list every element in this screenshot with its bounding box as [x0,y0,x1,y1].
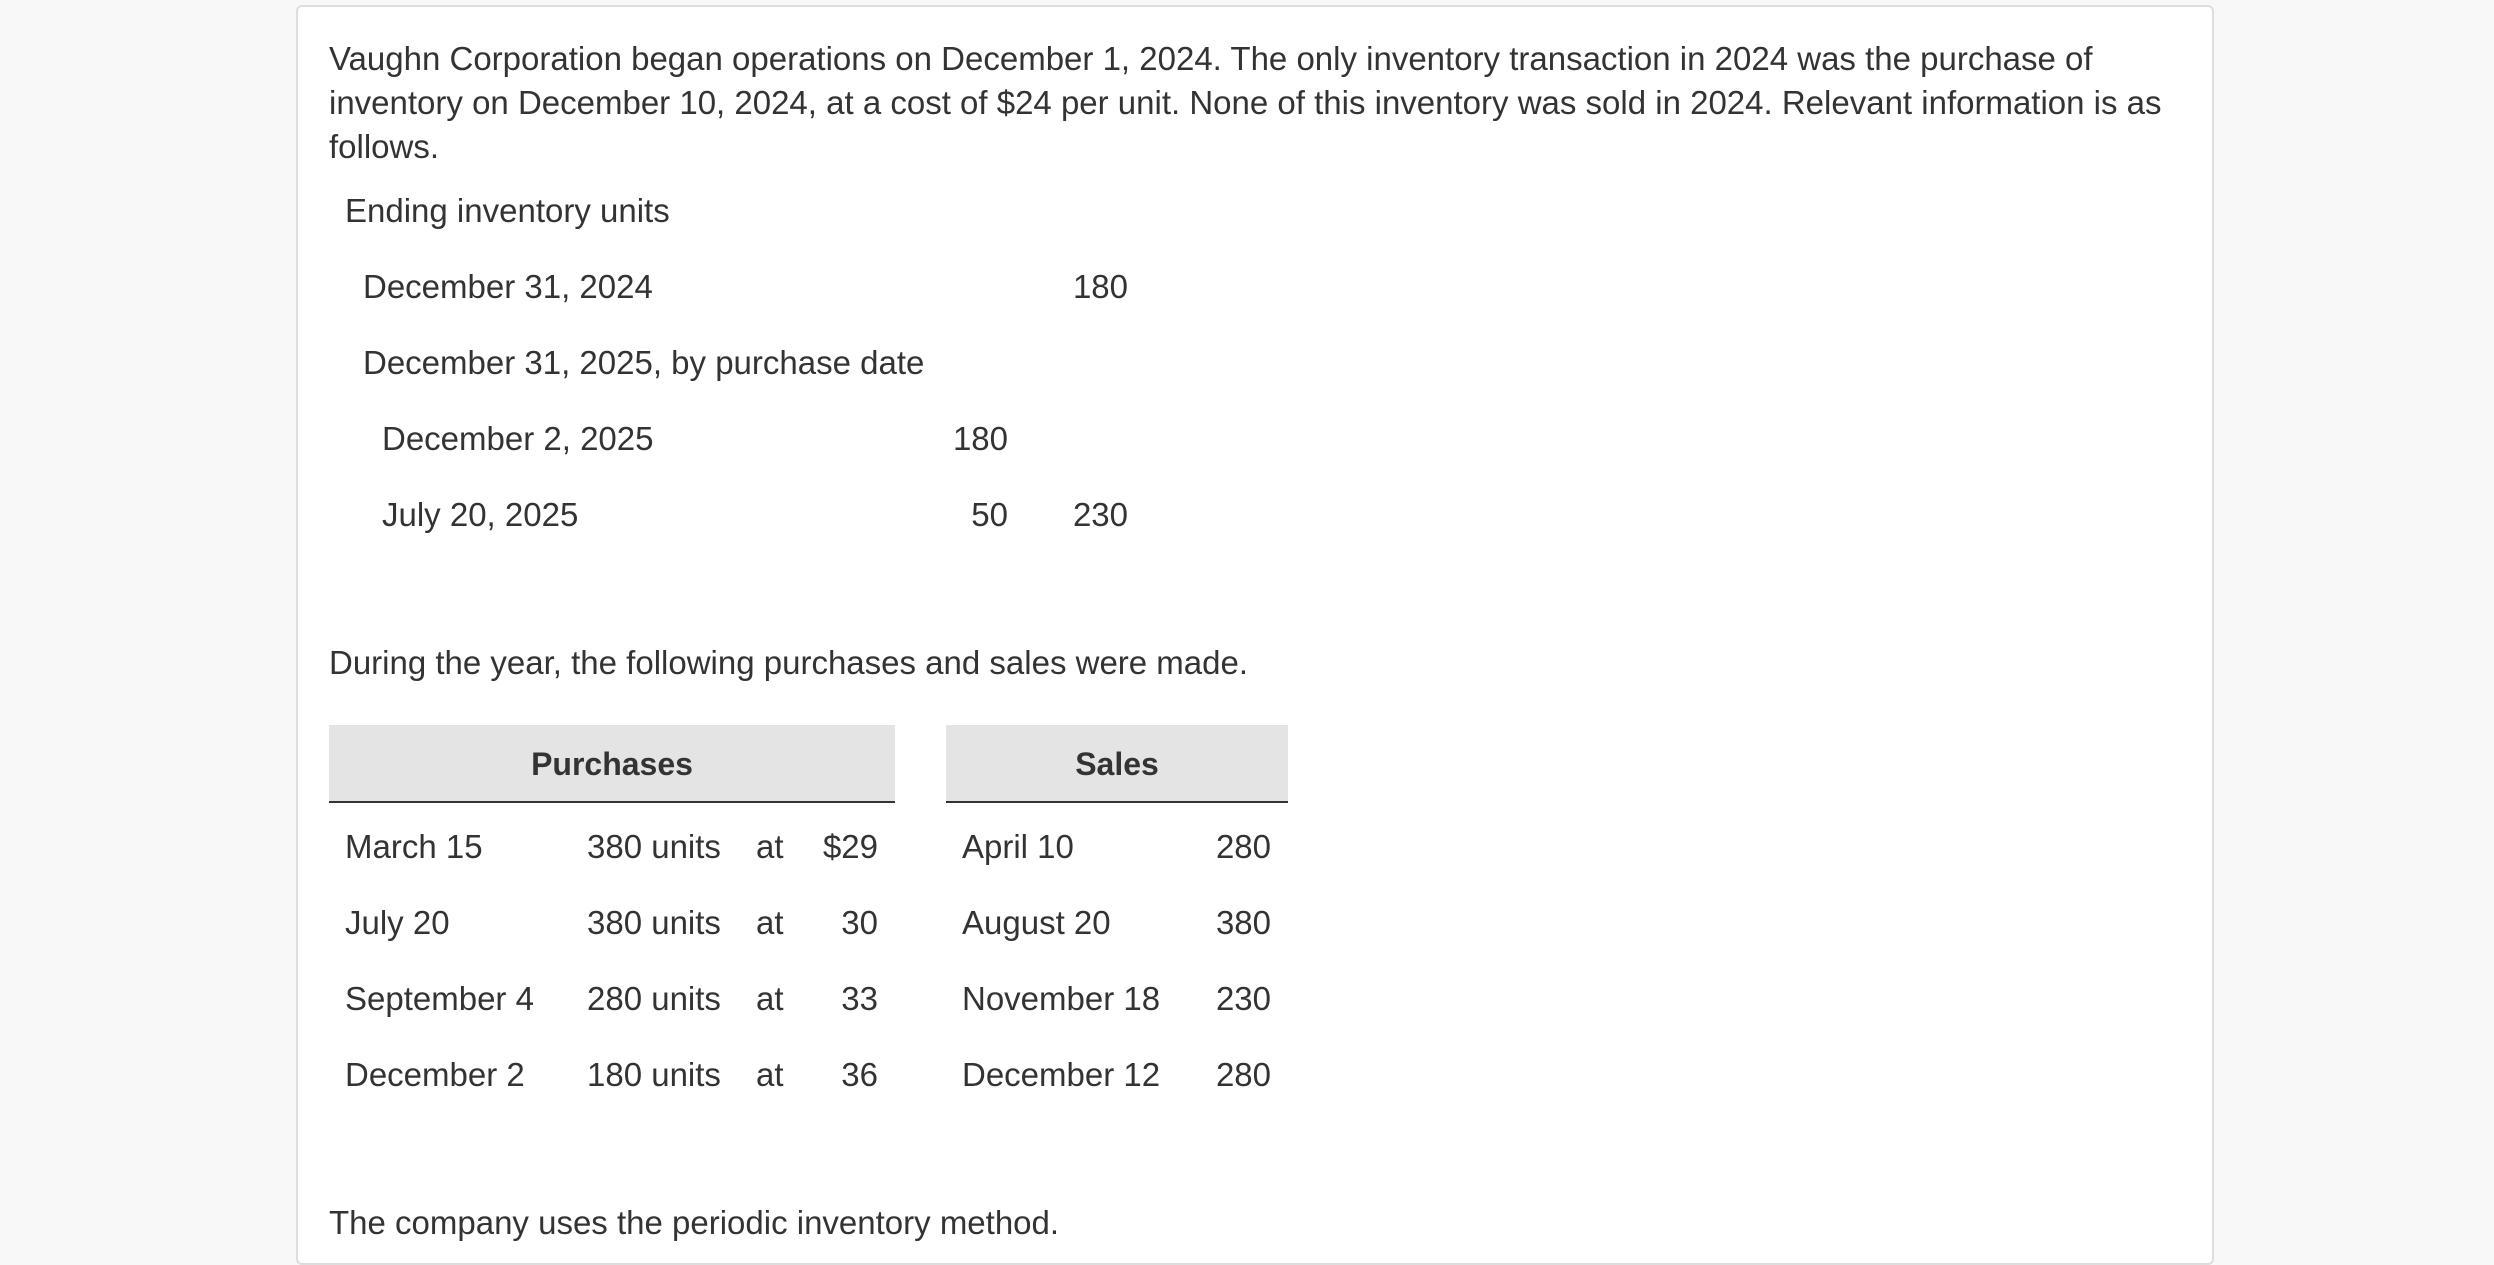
sale-date: December 12 [962,1056,1161,1093]
sale-units: 230 [1215,980,1271,1017]
method-text: The company uses the periodic inventory method. [329,1204,1060,1241]
sales-header: Sales [946,725,1288,803]
purchase-units: 380 units [587,828,721,865]
dec-2024-label: December 31, 2024 [363,268,653,305]
inventory-row-total: 230 [1072,496,1128,533]
inventory-row-label: July 20, 2025 [382,496,579,533]
sale-units: 280 [1215,1056,1271,1093]
dec-2024-total: 180 [1072,268,1128,305]
purchase-at: at [756,828,784,865]
during-year-text: During the year, the following purchases and sales were made. [329,644,1249,681]
inventory-row-units: 50 [971,496,1008,533]
purchase-date: March 15 [345,828,483,865]
purchase-date: September 4 [345,980,534,1017]
sale-date: November 18 [962,980,1161,1017]
purchase-at: at [756,1056,784,1093]
sale-date: April 10 [962,828,1074,865]
purchase-units: 180 units [587,1056,721,1093]
inventory-row-label: December 2, 2025 [382,420,654,457]
inventory-row-units: 180 [952,420,1008,457]
purchase-cost: 36 [841,1056,878,1093]
purchase-date: July 20 [345,904,450,941]
sale-date: August 20 [962,904,1111,941]
dec-2025-label: December 31, 2025, by purchase date [363,344,925,381]
purchase-date: December 2 [345,1056,525,1093]
sale-units: 380 [1215,904,1271,941]
purchase-cost: $29 [822,828,878,865]
purchase-units: 280 units [587,980,721,1017]
purchase-units: 380 units [587,904,721,941]
sale-units: 280 [1215,828,1271,865]
problem-card [296,5,2214,1265]
purchase-cost: 30 [841,904,878,941]
purchase-cost: 33 [841,980,878,1017]
purchases-header: Purchases [329,725,895,803]
intro-paragraph: Vaughn Corporation began operations on December 1, 2024. The only inventory transaction in 2024 was the purchase of inventory on December 10, 2024, at a cost of $24 per unit. None of this inventory was sold in 2024. Relevant information is as follows. [329,40,2162,165]
purchase-at: at [756,904,784,941]
purchase-at: at [756,980,784,1017]
ending-inventory-heading: Ending inventory units [345,192,670,229]
